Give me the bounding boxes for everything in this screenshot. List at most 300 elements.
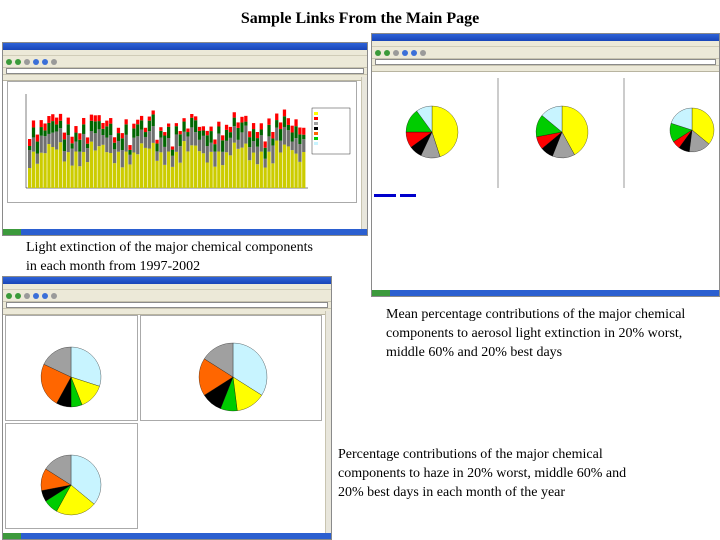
bar bbox=[86, 137, 89, 143]
bar bbox=[283, 127, 286, 145]
bar bbox=[175, 126, 178, 134]
bar bbox=[294, 126, 297, 138]
bar bbox=[163, 165, 166, 188]
bar bbox=[275, 120, 278, 128]
back-icon[interactable] bbox=[6, 59, 12, 65]
browser-toolbar bbox=[372, 47, 719, 59]
bar bbox=[40, 127, 43, 136]
browser-titlebar bbox=[3, 43, 367, 50]
forward-icon[interactable] bbox=[15, 293, 21, 299]
bar bbox=[148, 121, 151, 132]
bar bbox=[144, 137, 147, 148]
bar bbox=[86, 148, 89, 162]
bar bbox=[209, 143, 212, 152]
bar bbox=[36, 142, 39, 154]
bar bbox=[43, 153, 46, 188]
browser-titlebar bbox=[3, 277, 331, 284]
taskbar bbox=[372, 290, 719, 296]
bar bbox=[148, 149, 151, 188]
bar bbox=[287, 125, 290, 130]
bar bbox=[279, 152, 282, 188]
bar bbox=[121, 138, 124, 150]
bar bbox=[159, 127, 162, 131]
bar bbox=[240, 148, 243, 188]
bar bbox=[43, 136, 46, 153]
page-title: Sample Links From the Main Page bbox=[240, 10, 480, 27]
start-button[interactable] bbox=[3, 229, 21, 235]
bar bbox=[279, 122, 282, 129]
address-bar[interactable] bbox=[3, 302, 331, 309]
bar bbox=[275, 141, 278, 188]
bar bbox=[128, 155, 131, 165]
bar bbox=[90, 131, 93, 142]
bar bbox=[113, 137, 116, 142]
bar bbox=[55, 149, 58, 188]
bar bbox=[202, 126, 205, 130]
bar bbox=[98, 146, 101, 188]
bar bbox=[36, 164, 39, 188]
browser-toolbar bbox=[3, 290, 331, 302]
bar bbox=[271, 138, 274, 145]
search-icon[interactable] bbox=[51, 293, 57, 299]
bar bbox=[225, 125, 228, 130]
bar bbox=[74, 142, 77, 152]
bar bbox=[86, 162, 89, 188]
browser-titlebar bbox=[372, 34, 719, 41]
monthly-bar-chart bbox=[8, 82, 356, 202]
bar bbox=[59, 121, 62, 128]
bar bbox=[163, 136, 166, 147]
bar bbox=[267, 125, 270, 137]
scrollbar[interactable] bbox=[325, 311, 331, 533]
bar bbox=[159, 152, 162, 188]
bar bbox=[28, 168, 31, 188]
bar bbox=[198, 151, 201, 188]
bar bbox=[229, 138, 232, 155]
bar bbox=[240, 117, 243, 123]
bar bbox=[217, 152, 220, 188]
bar bbox=[136, 154, 139, 188]
bar bbox=[125, 135, 128, 152]
bar bbox=[51, 121, 54, 133]
bar bbox=[202, 130, 205, 135]
bar bbox=[40, 120, 43, 127]
bar bbox=[51, 133, 54, 147]
bar bbox=[28, 150, 31, 168]
bar bbox=[55, 131, 58, 149]
bar bbox=[190, 118, 193, 128]
bar bbox=[132, 138, 135, 153]
taskbar bbox=[3, 533, 331, 539]
bar bbox=[109, 124, 112, 135]
bar bbox=[117, 133, 120, 141]
bar bbox=[264, 159, 267, 168]
bar bbox=[190, 127, 193, 145]
bar bbox=[155, 161, 158, 188]
bar bbox=[260, 123, 263, 129]
bar bbox=[248, 131, 251, 137]
bar bbox=[109, 153, 112, 188]
bar bbox=[240, 132, 243, 147]
bar bbox=[47, 134, 50, 144]
bar bbox=[144, 148, 147, 188]
bar bbox=[198, 127, 201, 131]
bar bbox=[32, 127, 35, 137]
bar bbox=[252, 123, 255, 129]
bar bbox=[109, 135, 112, 153]
bar bbox=[291, 150, 294, 188]
caption-haze: Percentage contributions of the major chemical components to haze in 20% worst, middle 60% and 20% best days in each month of the year bbox=[338, 447, 627, 500]
bar bbox=[136, 124, 139, 136]
bar-series bbox=[28, 110, 305, 188]
screenshot-monthly-extinction bbox=[2, 42, 368, 236]
bar bbox=[244, 126, 247, 144]
bar bbox=[186, 136, 189, 151]
bar bbox=[70, 166, 73, 188]
bar bbox=[256, 147, 259, 165]
bar bbox=[125, 124, 128, 135]
bar bbox=[213, 167, 216, 188]
bar bbox=[190, 145, 193, 188]
bar bbox=[163, 132, 166, 135]
bar bbox=[209, 131, 212, 143]
forward-icon[interactable] bbox=[15, 59, 21, 65]
bar bbox=[209, 127, 212, 131]
bar bbox=[267, 152, 270, 188]
bar bbox=[148, 117, 151, 121]
bar bbox=[248, 137, 251, 147]
bar bbox=[244, 144, 247, 188]
bar bbox=[279, 129, 282, 141]
refresh-icon[interactable] bbox=[402, 50, 408, 56]
bar bbox=[43, 130, 46, 136]
bar bbox=[267, 136, 270, 151]
bar bbox=[256, 164, 259, 188]
monthly-pies-area bbox=[3, 315, 323, 530]
bar bbox=[182, 118, 185, 121]
bar bbox=[229, 127, 232, 132]
bar bbox=[233, 118, 236, 127]
bar bbox=[213, 139, 216, 144]
link-help[interactable] bbox=[400, 194, 416, 197]
bar bbox=[98, 129, 101, 146]
bar bbox=[121, 167, 124, 188]
bar bbox=[74, 126, 77, 133]
bar bbox=[128, 150, 131, 155]
bar bbox=[298, 162, 301, 188]
bar bbox=[237, 149, 240, 188]
pie-worst bbox=[406, 106, 458, 158]
bar bbox=[51, 114, 54, 121]
bar bbox=[40, 153, 43, 188]
bar bbox=[275, 114, 278, 121]
search-icon[interactable] bbox=[51, 59, 57, 65]
bar bbox=[105, 121, 108, 127]
bar bbox=[159, 131, 162, 138]
bar bbox=[294, 154, 297, 188]
bar bbox=[51, 147, 54, 188]
bar bbox=[152, 143, 155, 188]
bar bbox=[182, 132, 185, 141]
bar bbox=[59, 142, 62, 188]
bar bbox=[121, 150, 124, 167]
bar bbox=[171, 167, 174, 188]
bar bbox=[217, 126, 220, 133]
bar bbox=[194, 120, 197, 132]
bar bbox=[163, 147, 166, 165]
bar bbox=[198, 140, 201, 151]
stop-icon[interactable] bbox=[393, 50, 399, 56]
bar bbox=[67, 124, 70, 135]
bar bbox=[256, 132, 259, 138]
bar bbox=[194, 146, 197, 188]
address-bar[interactable] bbox=[3, 68, 367, 75]
bar bbox=[40, 136, 43, 153]
bar bbox=[291, 126, 294, 133]
bar bbox=[291, 132, 294, 141]
bar bbox=[82, 152, 85, 188]
bar bbox=[159, 137, 162, 152]
bar bbox=[206, 135, 209, 146]
bar bbox=[78, 140, 81, 152]
bar bbox=[155, 140, 158, 144]
bar bbox=[63, 151, 66, 161]
bar bbox=[117, 152, 120, 188]
caption-monthly: Light extinction of the major chemical components in each month from 1997-2002 bbox=[26, 240, 313, 274]
bar bbox=[194, 132, 197, 145]
bar bbox=[206, 146, 209, 162]
bar bbox=[287, 146, 290, 188]
bar bbox=[101, 129, 104, 135]
bar bbox=[117, 141, 120, 152]
bar bbox=[171, 146, 174, 149]
bar bbox=[140, 120, 143, 129]
bar bbox=[55, 124, 58, 131]
bar bbox=[125, 119, 128, 124]
bar bbox=[217, 122, 220, 127]
bar bbox=[202, 153, 205, 188]
bar bbox=[298, 144, 301, 162]
bar bbox=[140, 143, 143, 188]
bar bbox=[132, 128, 135, 137]
address-bar[interactable] bbox=[372, 59, 719, 66]
bar bbox=[302, 128, 305, 135]
bar bbox=[90, 142, 93, 188]
bar bbox=[267, 118, 270, 124]
bar bbox=[271, 132, 274, 138]
bar bbox=[244, 122, 247, 126]
bar bbox=[155, 151, 158, 160]
bar bbox=[32, 152, 35, 188]
bar bbox=[140, 116, 143, 120]
bar bbox=[244, 116, 247, 122]
bar bbox=[186, 151, 189, 188]
bar bbox=[206, 163, 209, 188]
scrollbar[interactable] bbox=[361, 77, 367, 229]
bar bbox=[221, 140, 224, 152]
bar bbox=[167, 152, 170, 188]
bar bbox=[128, 164, 131, 188]
home-icon[interactable] bbox=[42, 59, 48, 65]
bar bbox=[194, 116, 197, 120]
bar bbox=[82, 118, 85, 124]
bar bbox=[101, 145, 104, 188]
start-button[interactable] bbox=[372, 290, 390, 296]
bar bbox=[233, 143, 236, 188]
bar bbox=[171, 150, 174, 156]
bar bbox=[94, 133, 97, 150]
bar bbox=[70, 143, 73, 148]
bar bbox=[294, 119, 297, 126]
bar bbox=[179, 146, 182, 163]
bar bbox=[67, 135, 70, 152]
bar bbox=[82, 124, 85, 134]
bar bbox=[105, 126, 108, 137]
bar bbox=[74, 133, 77, 142]
bar bbox=[252, 153, 255, 188]
forward-icon[interactable] bbox=[384, 50, 390, 56]
bar bbox=[67, 118, 70, 125]
bar bbox=[101, 123, 104, 129]
bar bbox=[190, 114, 193, 118]
home-icon[interactable] bbox=[411, 50, 417, 56]
bar bbox=[140, 130, 143, 144]
stop-icon[interactable] bbox=[24, 293, 30, 299]
bar bbox=[175, 134, 178, 151]
bar bbox=[264, 148, 267, 159]
bar bbox=[90, 121, 93, 131]
bar bbox=[148, 131, 151, 148]
bar bbox=[63, 139, 66, 151]
bar-chart-panel bbox=[7, 81, 357, 203]
bar bbox=[94, 150, 97, 188]
bar bbox=[287, 130, 290, 146]
bar bbox=[78, 133, 81, 139]
bar bbox=[74, 152, 77, 188]
bar bbox=[59, 114, 62, 121]
bar bbox=[264, 141, 267, 147]
bar bbox=[252, 129, 255, 141]
bar bbox=[287, 118, 290, 125]
bar bbox=[94, 121, 97, 133]
home-icon[interactable] bbox=[42, 293, 48, 299]
browser-toolbar bbox=[3, 56, 367, 68]
bar bbox=[237, 140, 240, 149]
taskbar bbox=[3, 229, 367, 235]
bar bbox=[283, 145, 286, 188]
bar bbox=[179, 134, 182, 146]
bar bbox=[113, 163, 116, 188]
bar bbox=[240, 122, 243, 132]
bar bbox=[233, 112, 236, 117]
bar bbox=[28, 146, 31, 150]
bar bbox=[291, 141, 294, 150]
bar bbox=[155, 144, 158, 152]
back-icon[interactable] bbox=[375, 50, 381, 56]
bar bbox=[252, 141, 255, 153]
bar bbox=[248, 147, 251, 160]
link-mean-data[interactable] bbox=[374, 194, 396, 197]
bar bbox=[152, 110, 155, 114]
bar bbox=[136, 136, 139, 154]
bar bbox=[302, 152, 305, 188]
bar bbox=[98, 115, 101, 121]
bar bbox=[167, 124, 170, 127]
bar bbox=[32, 137, 35, 151]
bar bbox=[94, 115, 97, 121]
bar bbox=[260, 129, 263, 135]
bar bbox=[175, 152, 178, 188]
bar bbox=[260, 152, 263, 188]
bar bbox=[144, 128, 147, 132]
bar bbox=[63, 133, 66, 140]
bar bbox=[198, 131, 201, 140]
pie-month-middle bbox=[199, 343, 267, 411]
bar bbox=[248, 160, 251, 188]
bar bbox=[36, 154, 39, 164]
pie-best bbox=[670, 108, 714, 152]
legend bbox=[312, 108, 350, 154]
caption-mean: Mean percentage contributions of the major chemical components to aerosol light extinction in 20% worst, middle 60% and 20% best days bbox=[386, 307, 686, 360]
refresh-icon[interactable] bbox=[33, 59, 39, 65]
bar bbox=[213, 144, 216, 151]
bar bbox=[144, 132, 147, 137]
bar bbox=[67, 152, 70, 188]
refresh-icon[interactable] bbox=[33, 293, 39, 299]
bar bbox=[225, 141, 228, 152]
pie-month-best bbox=[41, 455, 101, 515]
bar bbox=[43, 123, 46, 130]
bar bbox=[294, 138, 297, 153]
back-icon[interactable] bbox=[6, 293, 12, 299]
bar bbox=[298, 134, 301, 144]
bar bbox=[98, 121, 101, 129]
bar bbox=[186, 132, 189, 136]
bar bbox=[70, 137, 73, 144]
bar bbox=[302, 135, 305, 140]
bar bbox=[132, 152, 135, 188]
bar bbox=[271, 145, 274, 163]
bar bbox=[82, 134, 85, 152]
screenshot-haze-contributions bbox=[2, 276, 332, 540]
bar bbox=[217, 134, 220, 152]
mean-pies-area bbox=[372, 70, 719, 290]
start-button[interactable] bbox=[3, 533, 21, 539]
bar bbox=[167, 138, 170, 152]
bar bbox=[32, 120, 35, 127]
bar bbox=[182, 122, 185, 132]
bar bbox=[283, 116, 286, 127]
bar bbox=[105, 152, 108, 188]
bar bbox=[298, 127, 301, 134]
bar bbox=[86, 144, 89, 148]
bar bbox=[113, 149, 116, 163]
bar bbox=[105, 138, 108, 153]
bar bbox=[221, 165, 224, 188]
screenshot-mean-contributions bbox=[371, 33, 720, 297]
bar bbox=[233, 126, 236, 142]
bar bbox=[179, 131, 182, 134]
bar bbox=[47, 123, 50, 134]
bar bbox=[113, 143, 116, 150]
bar bbox=[264, 168, 267, 188]
search-icon[interactable] bbox=[420, 50, 426, 56]
bar bbox=[128, 145, 131, 150]
bar bbox=[47, 144, 50, 188]
bar bbox=[229, 132, 232, 138]
stop-icon[interactable] bbox=[24, 59, 30, 65]
bar bbox=[132, 124, 135, 129]
